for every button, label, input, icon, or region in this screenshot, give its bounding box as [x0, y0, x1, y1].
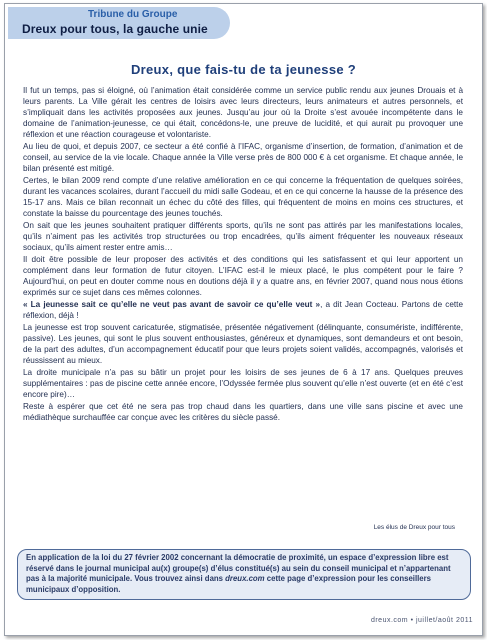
paragraph: Il doit être possible de leur proposer des activités et des conditions qui les satisfassent et qui leur apportent un complément dans leur formation de futur citoyen. L’IFAC est-il le mieux placé, le plus compétent pour le faire ? Aujourd’hui, on peut en douter comme nous en doutions déjà il y a quatre ans, en février 2007, quand nous nous étions exprimés sur ce sujet dans ces mêmes colonnes. — [23, 255, 463, 297]
paragraph: Il fut un temps, pas si éloigné, où l’animation était considérée comme un service public rendu aux jeunes Drouais et à leurs parents. La Ville gérait les centres de loisirs avec leurs directeurs, leurs animateurs et autres personnels, et s’impliquait dans les activités proposées aux jeunes. Jusqu’au jour où la Droite s’est avouée incompétente dans le domaine de l’animation-jeunesse, ce qui était, concédons-le, une preuve de lucidité, et qui aurait pu provoquer une réflexion et une réaction courageuse et volontariste. — [23, 86, 463, 139]
cocteau-quote: « La jeunesse sait ce qu’elle ne veut pas avant de savoir ce qu’elle veut » — [23, 300, 321, 309]
group-name: Dreux pour tous, la gauche unie — [22, 22, 208, 36]
notice-text-end: cette page d’expression pour les conseillers municipaux d’opposition. — [26, 574, 432, 594]
group-label: Tribune du Groupe — [88, 9, 178, 20]
signature: Les élus de Dreux pour tous — [373, 524, 455, 531]
article-title: Dreux, que fais-tu de ta jeunesse ? — [130, 62, 357, 77]
paragraph: La droite municipale n’a pas su bâtir un projet pour les loisirs de ses jeunes de 6 à 17 ans. Quelques preuves supplémentaires : pas de piscine cette année encore, l’Odyssée fermée plus souvent qu’elle n’est ouverte (et en été c’est encore pire)… — [23, 368, 463, 399]
notice-text-start: En application de la loi du 27 février 2002 concernant la démocratie de proximité, un espace d’expression libre est réservé dans le journal municipal au(x) groupe(s) d’élus constitué(s) au sein du conseil municipal et n’appartenant pas à la majorité municipale. Vous trouvez ainsi dans — [26, 553, 451, 583]
legal-notice-box — [17, 549, 471, 600]
paragraph: Au lieu de quoi, et depuis 2007, ce secteur a été confié à l’IFAC, organisme d’insertion, de formation, d’animation et de conseil, au service de la vie locale. Chaque année la Ville verse près de 800 000 € à cet organisme. Et chaque année, le bilan présenté est mitigé. — [23, 142, 463, 173]
page-footer: dreux.com • juillet/août 2011 — [370, 617, 473, 624]
quote-attribution: , a dit Jean Cocteau. Partons de cette réflexion, déjà ! — [23, 300, 464, 320]
paragraph: On sait que les jeunes souhaitent pratiquer différents sports, qu’ils ne sont pas attirés par les manifestations locales, qu’ils n’aiment pas les activités trop structurées ou trop encadrées, qu’ils aiment fréquenter les nouveaux réseaux sociaux, qu’ils aiment rester entre amis… — [23, 221, 463, 252]
article-body — [23, 85, 463, 424]
group-header — [8, 7, 230, 39]
paragraph: Reste à espérer que cet été ne sera pas trop chaud dans les quartiers, dans une ville sans piscine et avec une médiathèque surchauffée car conçue avec les critères du siècle passé. — [23, 402, 463, 422]
paragraph: Certes, le bilan 2009 rend compte d’une relative amélioration en ce qui concerne la fréquentation de quelques soirées, durant les vacances scolaires, durant l’accueil du midi salle Godeau, et en ce qui concerne la hausse de la présence des 15-17 ans. Mais ce bilan reconnait un échec du côté des filles, qui fréquentent de moins en moins ces structures, et constate la baisse du pourcentage des jeunes touchés. — [23, 176, 463, 218]
quote-paragraph — [23, 299, 463, 321]
paragraph: La jeunesse est trop souvent caricaturée, stigmatisée, présentée négativement (délinquante, consumériste, indifférente, passive). Les jeunes, qui sont le plus souvent enthousiastes, généreux et dynamiques, sont demandeurs et ont besoin, de la part des adultes, d’un accompagnement éducatif pour que leurs projets soient validés, accompagnés, valorisés et réussissent au mieux. — [23, 323, 463, 365]
notice-site-link: dreux.com — [225, 574, 265, 583]
